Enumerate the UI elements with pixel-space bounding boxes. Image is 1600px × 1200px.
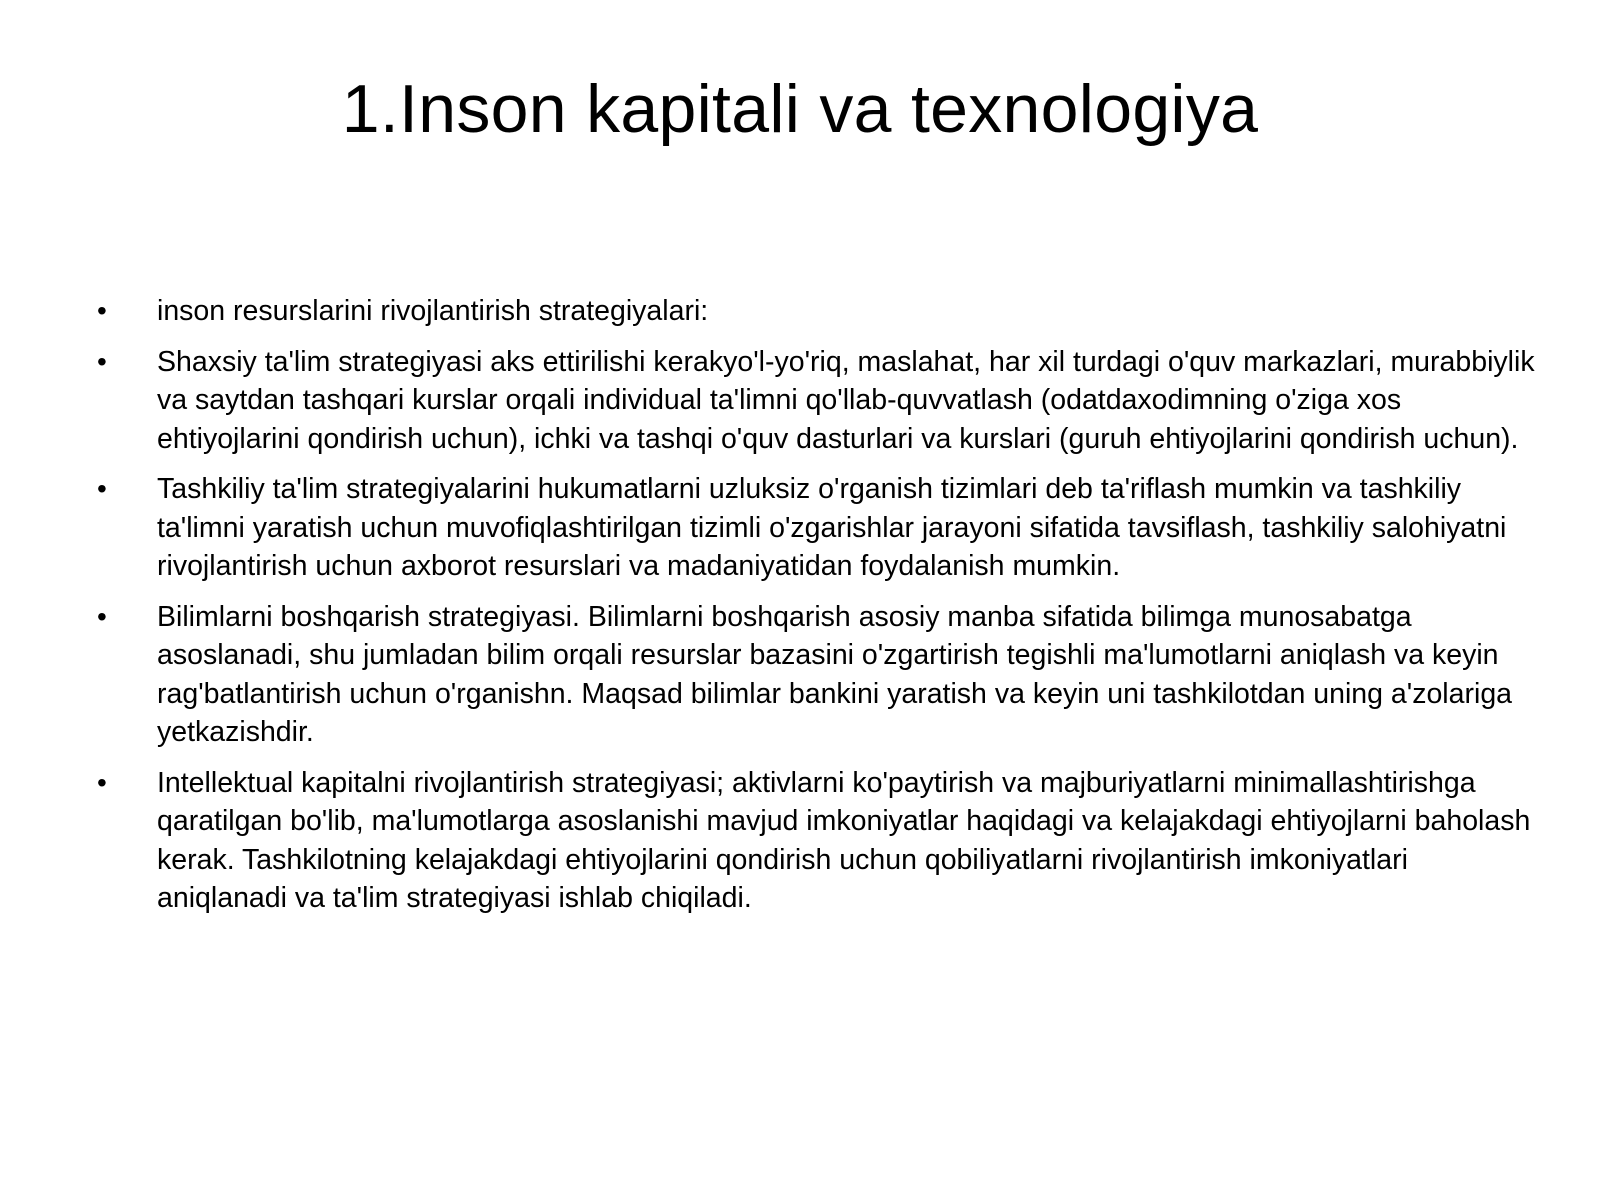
- bullet-list: [95, 292, 1535, 930]
- list-item: [95, 292, 1535, 331]
- bullet-text: Shaxsiy ta'lim strategiyasi aks ettirilishi kerakyo'l-yo'riq, maslahat, har xil turdagi o'quv markazlari, murabbiylik va saytdan tashqari kurslar orqali individual ta'limni qo'llab-quvvatlash (odatdaxodimning o'ziga xos ehtiyojlarini qondirish uchun), ichki va tashqi o'quv dasturlari va kurslari (guruh ehtiyojlarini qondirish uchun).: [157, 345, 1535, 455]
- bullet-icon: •: [97, 600, 107, 632]
- list-item: [95, 764, 1535, 918]
- bullet-text: inson resurslarini rivojlantirish strategiyalari:: [157, 295, 709, 327]
- bullet-icon: •: [97, 345, 107, 377]
- list-item: [95, 598, 1535, 752]
- bullet-text: Bilimlarni boshqarish strategiyasi. Bilimlarni boshqarish asosiy manba sifatida bilimga munosabatga asoslanadi, shu jumladan bilim orqali resurslar bazasini o'zgartirish tegishli ma'lumotlarni aniqlash va keyin rag'batlantirish uchun o'rganishn. Maqsad bilimlar bankini yaratish va keyin uni tashkilotdan uning a'zolariga yetkazishdir.: [157, 600, 1513, 748]
- list-item: [95, 470, 1535, 586]
- bullet-icon: •: [97, 295, 107, 326]
- list-item: [95, 343, 1535, 459]
- bullet-icon: •: [97, 766, 107, 798]
- bullet-text: Tashkiliy ta'lim strategiyalarini hukumatlarni uzluksiz o'rganish tizimlari deb ta'riflash mumkin va tashkiliy ta'limni yaratish uchun muvofiqlashtirilgan tizimli o'zgarishlar jarayoni sifatida tavsiflash, tashkiliy salohiyatni rivojlantirish uchun axborot resurslari va madaniyatidan foydalanish mumkin.: [157, 473, 1507, 582]
- slide-title: 1.Inson kapitali va texnologiya: [341, 71, 1259, 147]
- bullet-text: Intellektual kapitalni rivojlantirish strategiyasi; aktivlarni ko'paytirish va majburiyatlarni minimallashtirishga qaratilgan bo'lib, ma'lumotlarga asoslanishi mavjud imkoniyatlar haqidagi va kelajakdagi ehtiyojlarni baholash kerak. Tashkilotning kelajakdagi ehtiyojlarini qondirish uchun qobiliyatlarni rivojlantirish imkoniyatlari aniqlanadi va ta'lim strategiyasi ishlab chiqiladi.: [157, 766, 1531, 914]
- bullet-icon: •: [97, 473, 107, 504]
